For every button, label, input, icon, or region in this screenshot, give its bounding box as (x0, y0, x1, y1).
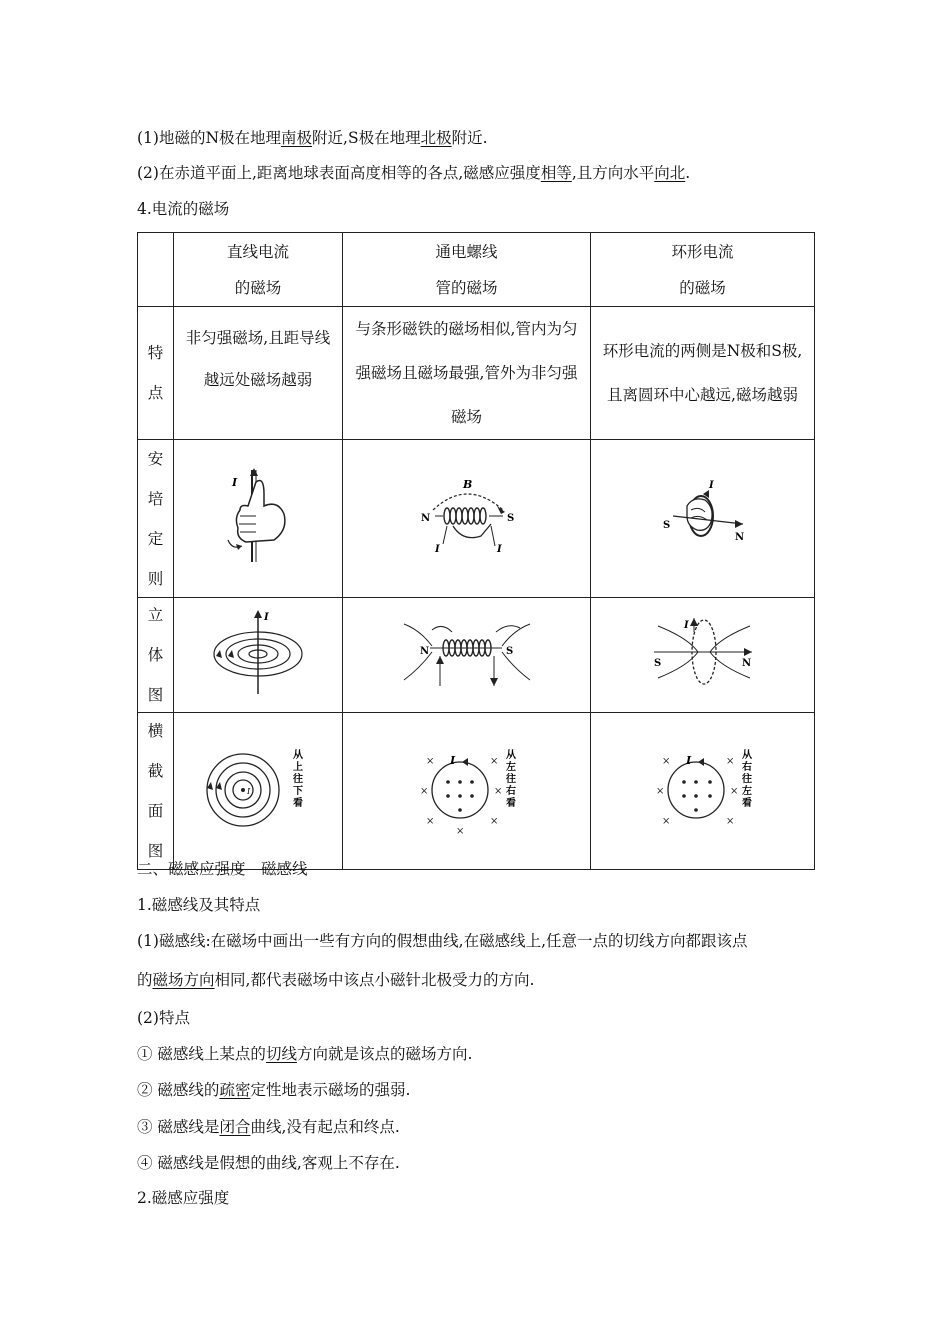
svg-text:×: × (489, 815, 498, 827)
ring-current-cross-section-icon (648, 744, 758, 834)
header-solenoid: 通电螺线 管的磁场 (343, 233, 591, 307)
svg-text:I: I (264, 611, 269, 623)
right-hand-grip-straight-icon (218, 466, 298, 566)
blank-closed: 闭合 (219, 1118, 251, 1136)
feature-2: ② 磁感线的疏密定性地表示磁场的强弱. (137, 1081, 411, 1099)
row-ampere-rule (138, 440, 815, 598)
row-stereo (138, 598, 815, 713)
row-label-stereo: 立 体 图 (138, 598, 174, 713)
svg-text:×: × (425, 815, 434, 827)
svg-text:×: × (729, 785, 738, 797)
svg-text:N: N (734, 532, 744, 543)
definition-line-2: 的磁场方向相同,都代表磁场中该点小磁针北极受力的方向. (137, 971, 535, 989)
stereo-solenoid-figure (343, 598, 591, 713)
section-2-title: 二、磁感应强度 磁感线 (137, 860, 308, 878)
section-4-title: 4.电流的磁场 (137, 200, 230, 218)
blank-direction: 向北 (654, 164, 686, 182)
svg-text:B: B (462, 478, 472, 491)
svg-text:看: 看 (505, 797, 516, 809)
stereo-ring-figure (591, 598, 815, 713)
svg-text:S: S (662, 520, 670, 531)
blank-field-direction: 磁场方向 (152, 971, 215, 989)
svg-text:右: 右 (741, 761, 752, 773)
ring-current-field-lines-icon (648, 608, 758, 698)
svg-text:×: × (661, 755, 670, 767)
feature-straight: 非匀强磁场,且距导线越远处磁场越弱 (174, 307, 343, 440)
svg-text:从: 从 (505, 749, 516, 761)
para-earth-poles: (1)地磁的N极在地理南极附近,S极在地理北极附近. (137, 129, 488, 147)
straight-current-cross-section-icon (203, 744, 313, 834)
right-hand-grip-ring-icon (653, 466, 753, 566)
svg-text:N: N (420, 513, 430, 524)
sub-1-title: 1.磁感线及其特点 (137, 896, 261, 914)
feature-3: ③ 磁感线是闭合曲线,没有起点和终点. (137, 1118, 400, 1136)
svg-text:往: 往 (293, 773, 303, 785)
row-cross-section (138, 713, 815, 870)
svg-text:I: I (449, 753, 455, 767)
svg-text:I: I (683, 619, 689, 631)
cross-straight-figure (174, 713, 343, 870)
header-ring-current: 环形电流 的磁场 (591, 233, 815, 307)
svg-text:S: S (506, 513, 514, 524)
blank-density: 疏密 (219, 1081, 251, 1099)
svg-text:N: N (419, 645, 429, 657)
svg-text:I: I (496, 544, 502, 555)
stereo-straight-figure (174, 598, 343, 713)
svg-text:×: × (455, 825, 464, 834)
blank-south: 南极 (281, 129, 313, 147)
straight-current-field-lines-icon (208, 608, 308, 698)
feature-ring: 环形电流的两侧是N极和S极,且离圆环中心越远,磁场越弱 (591, 307, 815, 440)
row-features (138, 307, 815, 440)
definition-line-1: (1)磁感线:在磁场中画出一些有方向的假想曲线,在磁感线上,任意一点的切线方向都跟该点 (137, 932, 748, 950)
svg-text:I: I (232, 476, 238, 489)
svg-text:下: 下 (293, 785, 303, 797)
cross-ring-figure (591, 713, 815, 870)
svg-text:×: × (419, 785, 428, 797)
header-row (138, 233, 815, 307)
features-title: (2)特点 (137, 1009, 190, 1027)
row-label-cross: 横 截 面 图 (138, 713, 174, 870)
ampere-ring-figure (591, 440, 815, 598)
svg-text:左: 左 (505, 761, 516, 773)
svg-text:I: I (685, 753, 691, 767)
svg-text:I: I (434, 544, 440, 555)
svg-text:×: × (489, 755, 498, 767)
cross-solenoid-figure (343, 713, 591, 870)
svg-text:看: 看 (293, 797, 303, 809)
svg-text:往: 往 (505, 773, 516, 785)
svg-text:上: 上 (293, 761, 303, 773)
svg-text:从: 从 (741, 749, 752, 761)
svg-text:往: 往 (741, 773, 752, 785)
svg-text:I: I (708, 480, 714, 491)
sub-2-title: 2.磁感应强度 (137, 1189, 230, 1207)
feature-4: ④ 磁感线是假想的曲线,客观上不存在. (137, 1154, 400, 1172)
svg-text:S: S (653, 657, 661, 669)
blank-north: 北极 (420, 129, 452, 147)
svg-text:N: N (741, 657, 751, 669)
svg-text:看: 看 (741, 797, 752, 809)
solenoid-field-lines-icon (402, 608, 532, 698)
svg-text:×: × (661, 815, 670, 827)
header-straight-current: 直线电流 的磁场 (174, 233, 343, 307)
svg-text:×: × (725, 815, 734, 827)
svg-text:×: × (655, 785, 664, 797)
blank-equal: 相等 (540, 164, 572, 182)
svg-text:×: × (425, 755, 434, 767)
svg-text:从: 从 (293, 749, 303, 761)
svg-text:I: I (247, 786, 251, 796)
svg-text:×: × (725, 755, 734, 767)
solenoid-cross-section-icon (412, 744, 522, 834)
current-magnetic-field-table (137, 232, 815, 870)
row-label-ampere: 安 培 定 则 (138, 440, 174, 598)
ampere-straight-figure (174, 440, 343, 598)
svg-text:×: × (493, 785, 502, 797)
svg-text:S: S (505, 645, 513, 657)
para-equator: (2)在赤道平面上,距离地球表面高度相等的各点,磁感应强度相等,且方向水平向北. (137, 164, 691, 182)
row-label-features: 特 点 (138, 307, 174, 440)
right-hand-grip-solenoid-icon (407, 466, 527, 566)
svg-text:左: 左 (741, 785, 752, 797)
ampere-solenoid-figure (343, 440, 591, 598)
feature-solenoid: 与条形磁铁的磁场相似,管内为匀强磁场且磁场最强,管外为非匀强磁场 (343, 307, 591, 440)
corner-cell (138, 233, 174, 307)
blank-tangent: 切线 (265, 1045, 297, 1063)
svg-text:右: 右 (505, 785, 516, 797)
feature-1: ① 磁感线上某点的切线方向就是该点的磁场方向. (137, 1045, 473, 1063)
